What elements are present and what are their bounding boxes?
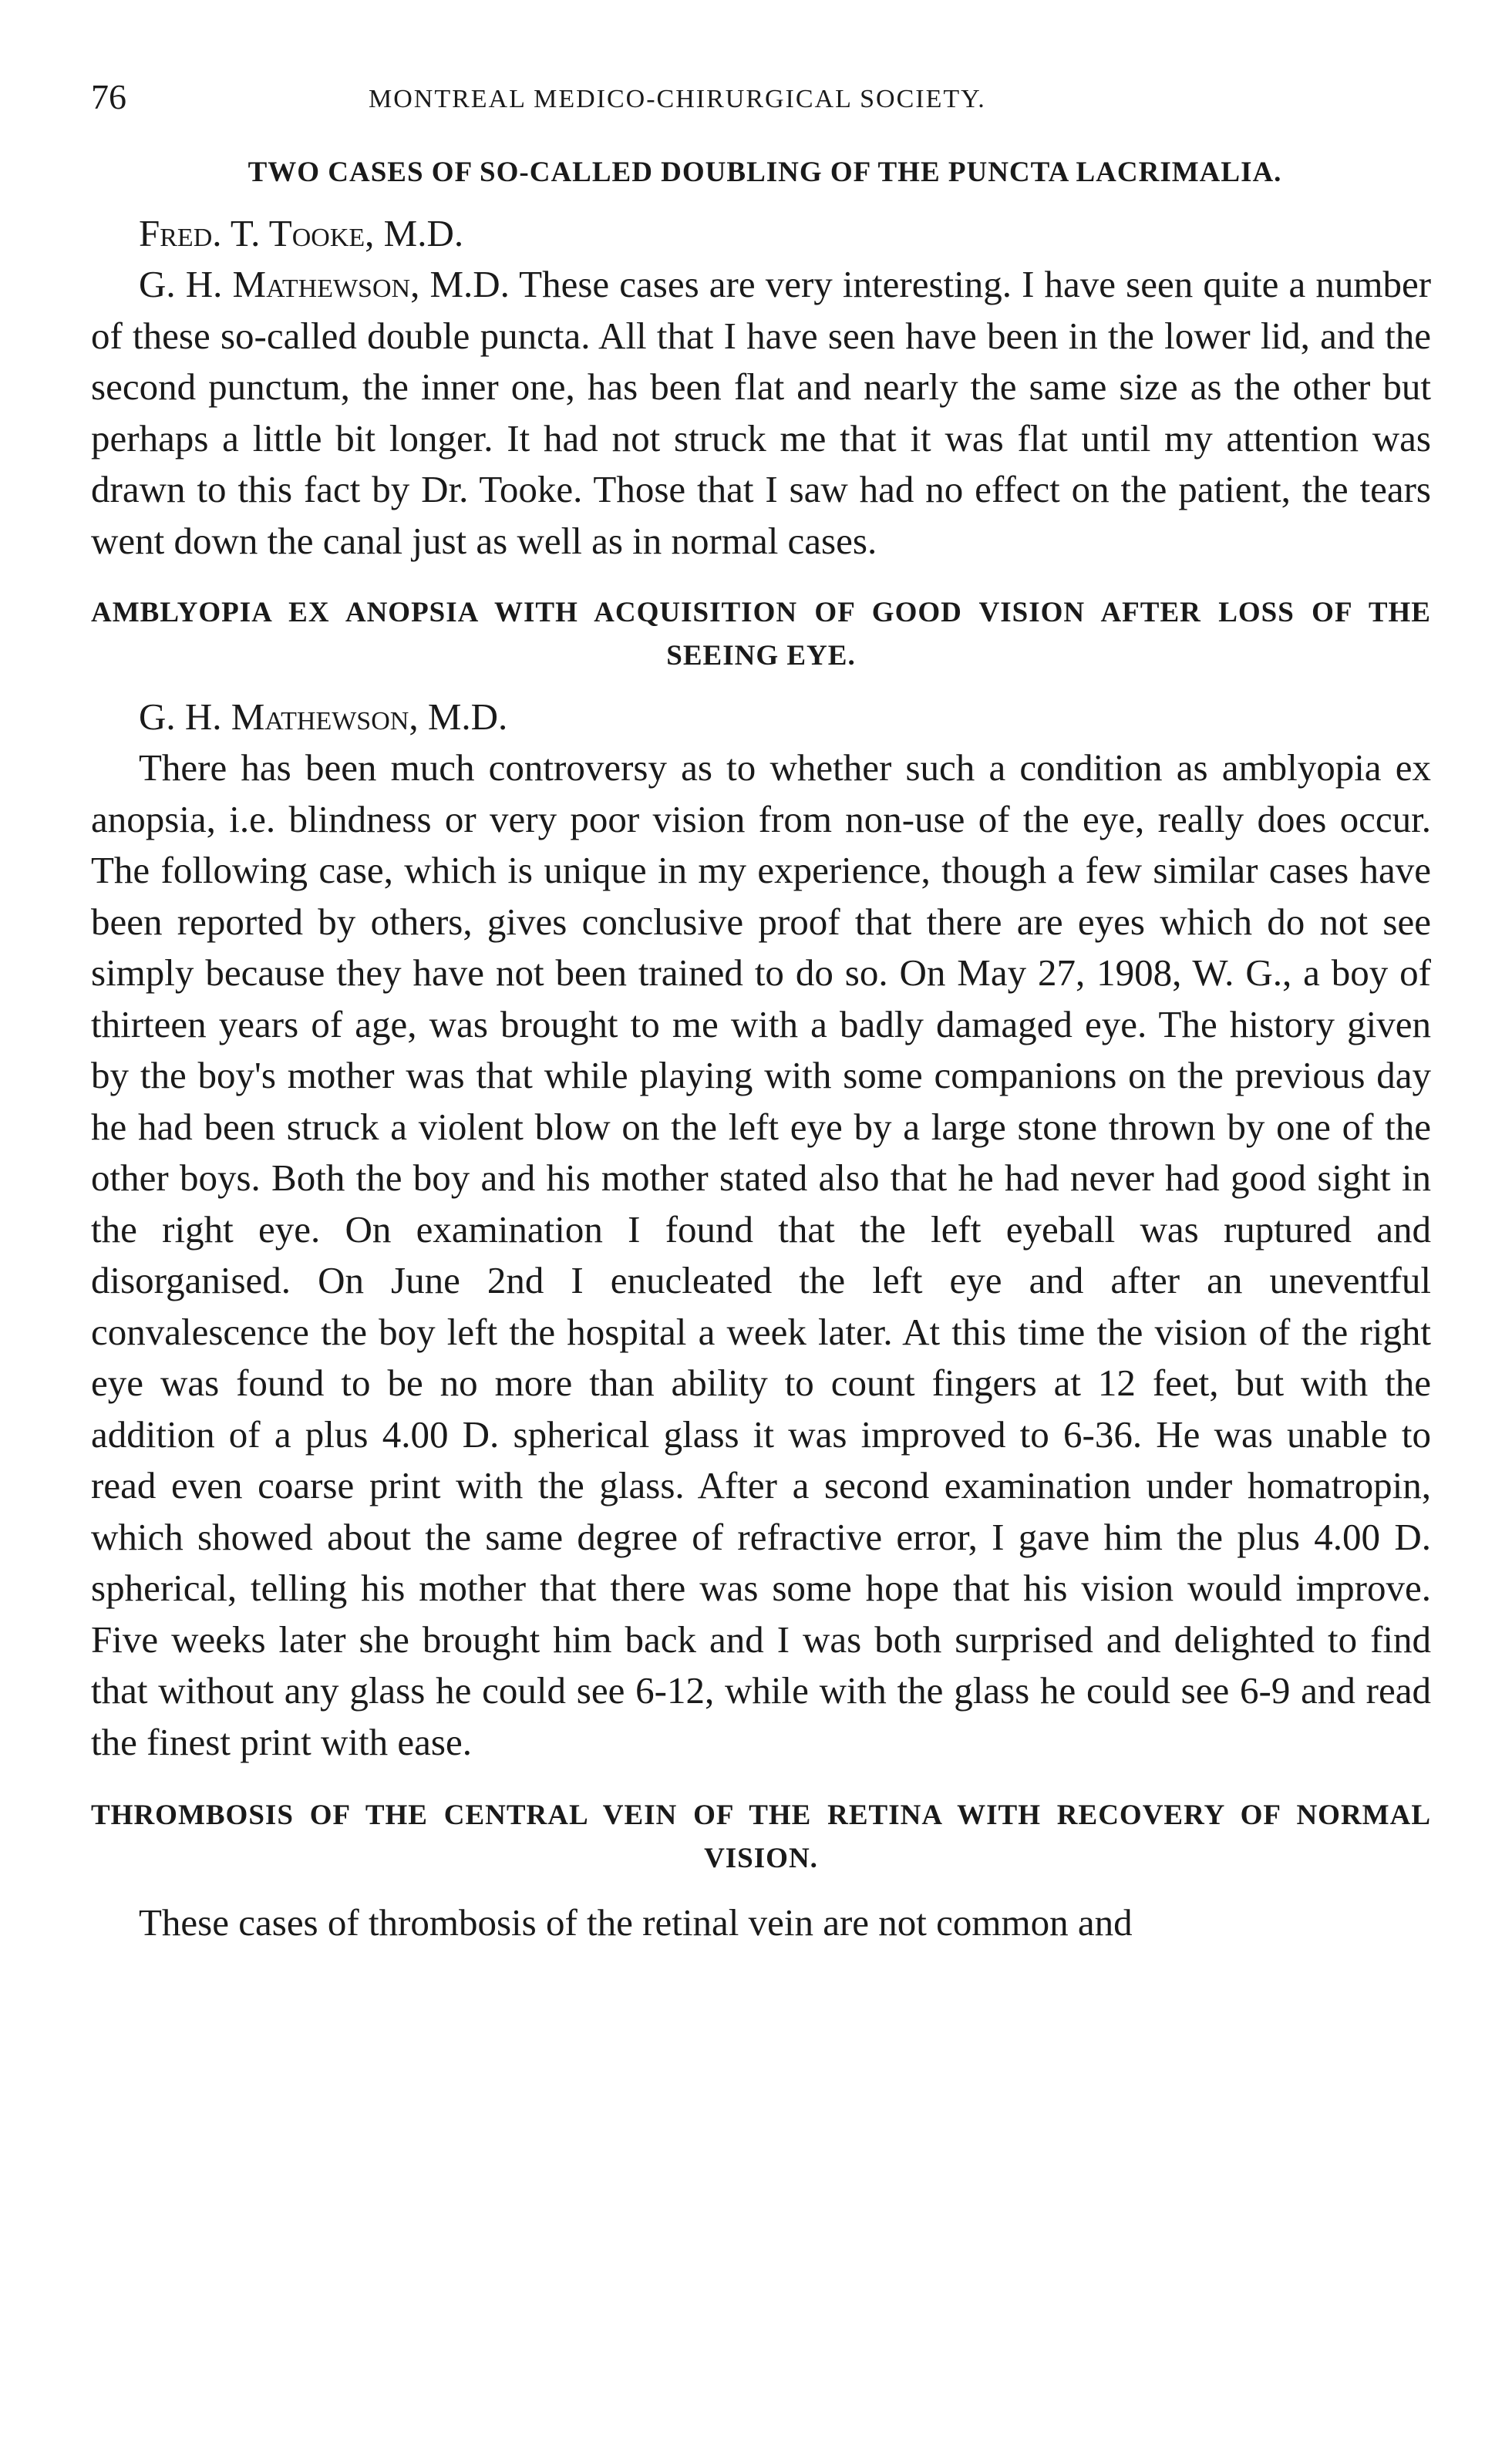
section-heading: AMBLYOPIA EX ANOPSIA WITH ACQUISITION OF GOOD VISION AFTER LOSS OF THE SEEING EYE. <box>91 597 1431 672</box>
author-tooke: Fred. T. Tooke, M.D. <box>139 212 464 254</box>
running-title: MONTREAL MEDICO-CHIRURGICAL SOCIETY. <box>369 85 986 113</box>
section-amblyopia <box>91 591 1431 1768</box>
discussion-paragraph <box>91 259 1431 567</box>
case-report-paragraph: There has been much controversy as to whether such a condition as amblyopia ex anopsia, i.e. blindness or very poor vision from non-use of the eye, really does occur. The following case, which is unique in my experience, though a few similar cases have been reported by others, gives conclusive proof that there are eyes which do not see simply because they have not been trained to do so. On May 27, 1908, W. G., a boy of thirteen years of age, was brought to me with a badly damaged eye. The history given by the boy's mother was that while playing with some companions on the previous day he had been struck a violent blow on the left eye by a large stone thrown by one of the other boys. Both the boy and his mother stated also that he had never had good sight in the right eye. On examination I found that the left eyeball was ruptured and disorganised. On June 2nd I enucleated the left eye and after an uneventful convalescence the boy left the hospital a week later. At this time the vision of the right eye was found to be no more than ability to count fingers at 12 feet, but with the addition of a plus 4.00 D. spherical glass it was improved to 6-36. He was unable to read even coarse print with the glass. After a second examination under homatropin, which showed about the same degree of refractive error, I gave him the plus 4.00 D. spherical, telling his mother that there was some hope that his vision would improve. Five weeks later she brought him back and I was both surprised and delighted to find that without any glass he could see 6-12, while with the glass he could see 6-9 and read the finest print with ease. <box>91 746 1431 1763</box>
section-thrombosis <box>91 1794 1431 1949</box>
discussion-text: These cases are very interesting. I have seen quite a number of these so-called double puncta. All that I have seen have been in the lower lid, and the second punctum, the inner one, has been flat and nearly the same size as the other but perhaps a little bit longer. It had not struck me that it was flat until my attention was drawn to this fact by Dr. Tooke. Those that I saw had no effect on the patient, the tears went down the canal just as well as in normal cases. <box>91 263 1432 562</box>
running-head <box>91 74 1431 136</box>
section-heading: THROMBOSIS OF THE CENTRAL VEIN OF THE RETINA WITH RECOVERY OF NORMAL VISION. <box>91 1799 1431 1874</box>
opening-paragraph: These cases of thrombosis of the retinal vein are not common and <box>139 1901 1133 1944</box>
page <box>91 74 1431 1949</box>
author-mathewson: G. H. Mathewson, M.D. <box>139 263 510 305</box>
page-number: 76 <box>91 77 126 116</box>
section-heading: TWO CASES OF SO-CALLED DOUBLING OF THE PUNCTA LACRIMALIA. <box>248 157 1282 188</box>
author-mathewson: G. H. Mathewson, M.D. <box>139 695 508 738</box>
section-puncta-lacrimalia <box>91 151 1431 567</box>
